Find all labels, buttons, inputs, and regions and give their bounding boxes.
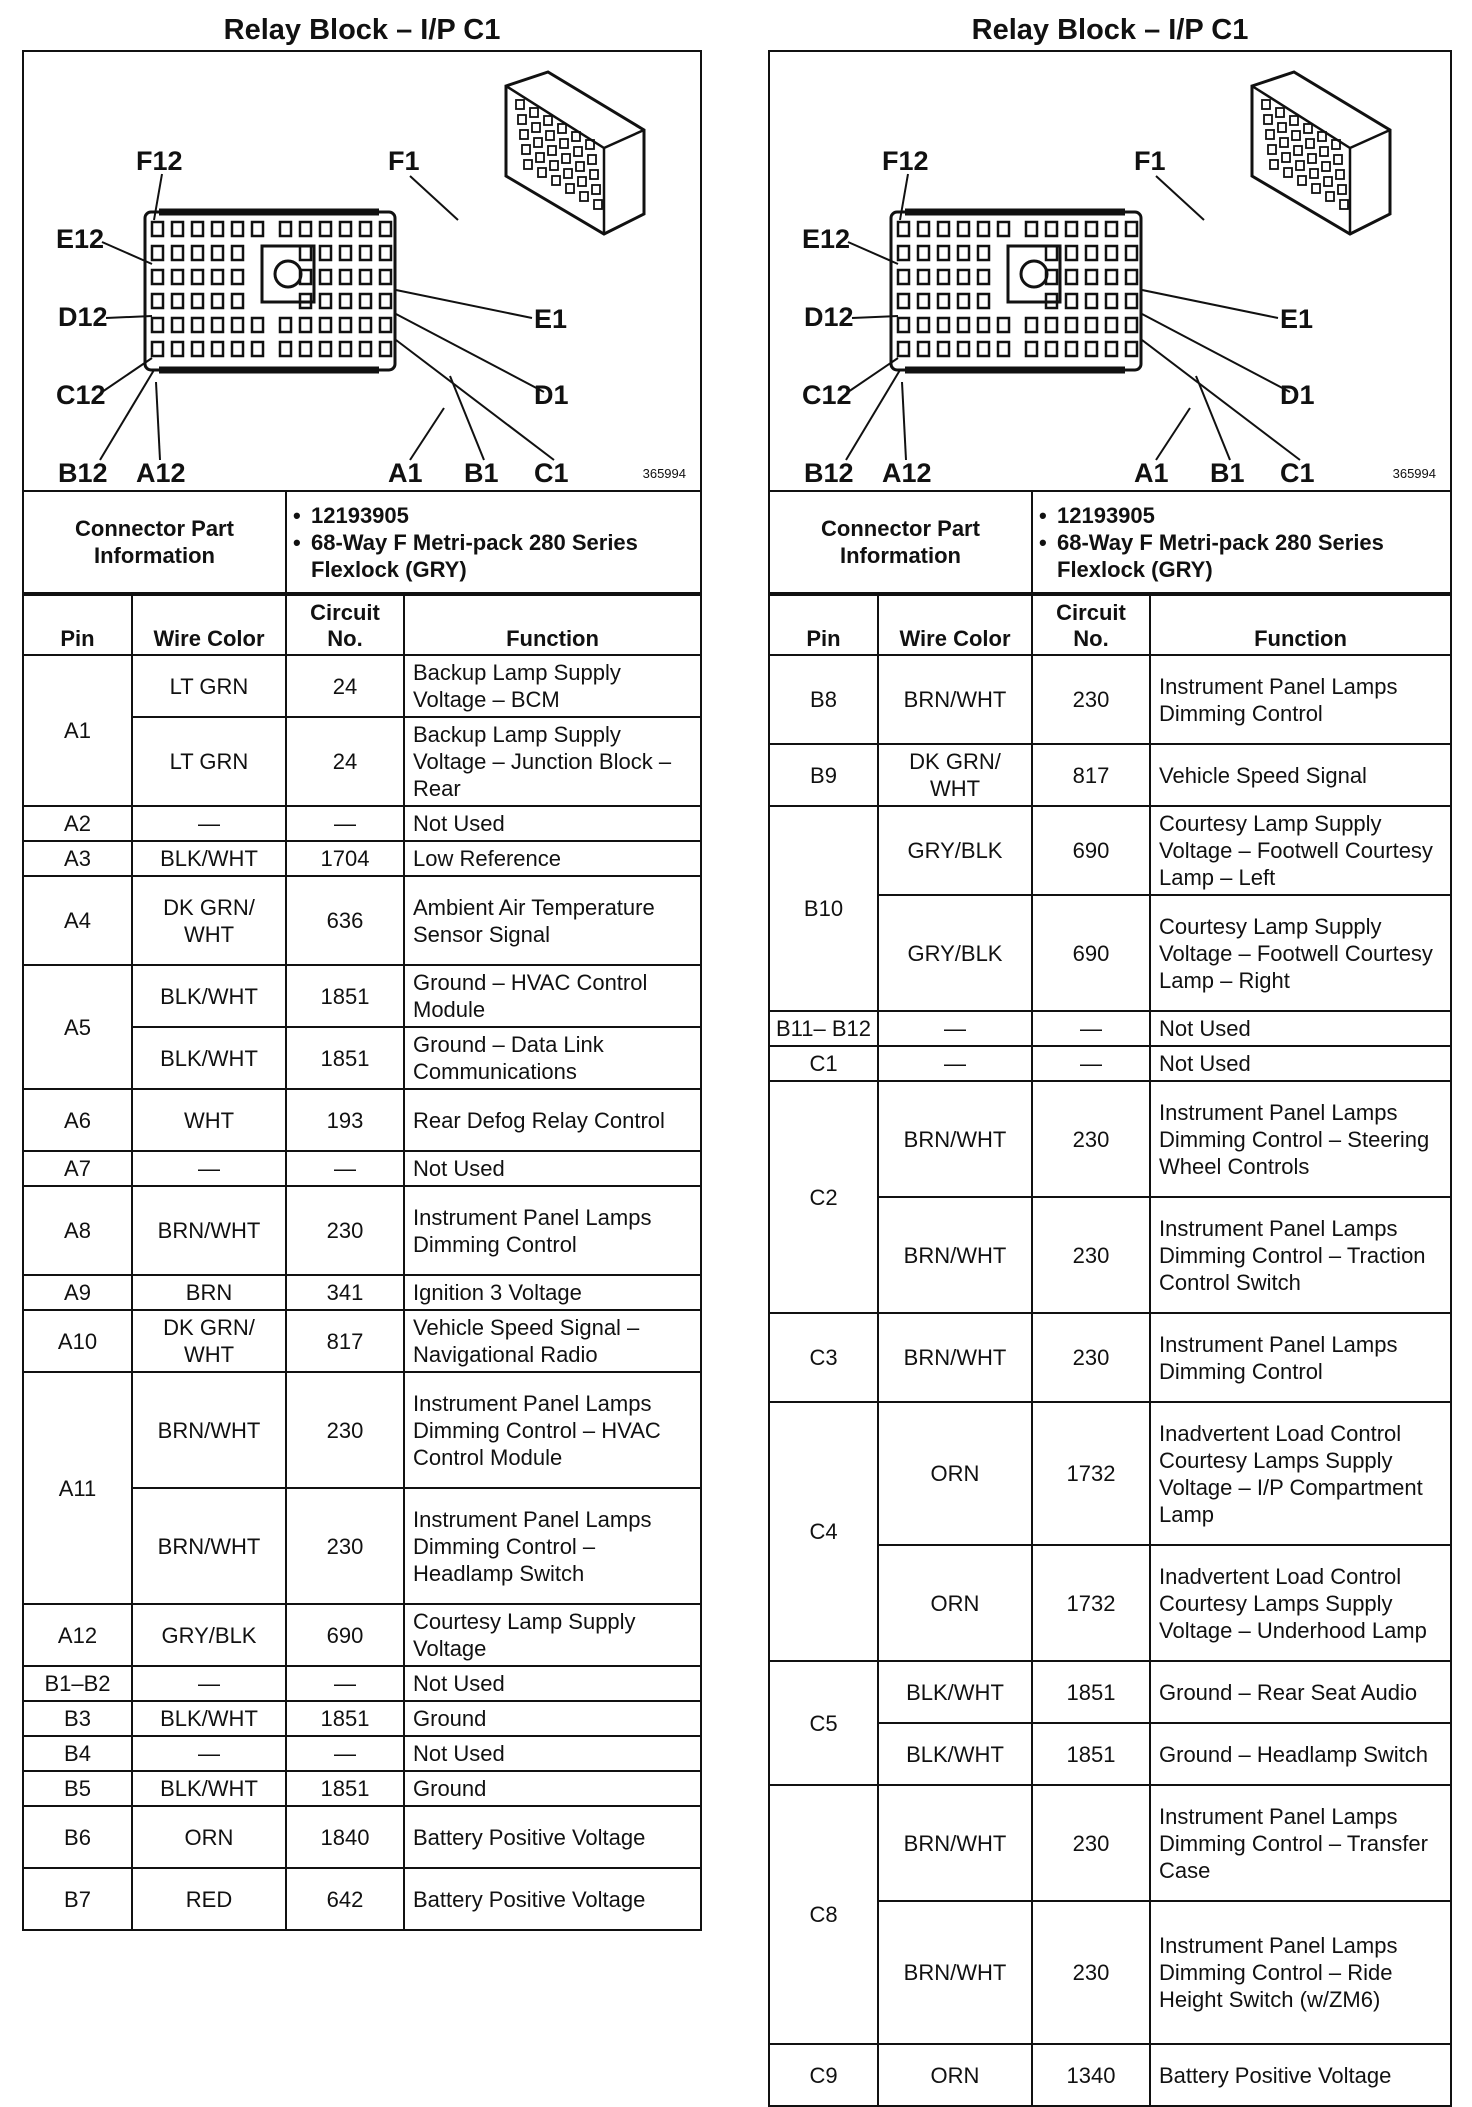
pin-cell: A7 bbox=[24, 1151, 132, 1186]
circuit-cell: 1851 bbox=[286, 965, 404, 1027]
table-row bbox=[24, 1186, 700, 1275]
pin-label: F12 bbox=[136, 146, 183, 176]
pin-cell: C2 bbox=[770, 1081, 878, 1313]
function-cell: Battery Positive Voltage bbox=[404, 1806, 700, 1868]
table-row bbox=[24, 1771, 700, 1806]
function-cell: Not Used bbox=[1150, 1011, 1450, 1046]
pin-cavities bbox=[152, 222, 391, 356]
wire-color-cell: ORN bbox=[878, 2044, 1032, 2105]
function-cell: Instrument Panel Lamps Dimming Control – Traction Control Switch bbox=[1150, 1197, 1450, 1313]
circuit-cell: — bbox=[286, 1666, 404, 1701]
circuit-cell: — bbox=[1032, 1046, 1150, 1081]
pin-cell: A5 bbox=[24, 965, 132, 1089]
circuit-cell: 230 bbox=[1032, 1081, 1150, 1197]
circuit-cell: 1704 bbox=[286, 841, 404, 876]
pin-label: D12 bbox=[58, 302, 108, 332]
pin-label: A1 bbox=[388, 458, 423, 488]
table-row bbox=[24, 1868, 700, 1929]
pin-cell: A1 bbox=[24, 655, 132, 806]
table-row bbox=[770, 655, 1450, 744]
table-row bbox=[770, 1046, 1450, 1081]
pin-cell: B11– B12 bbox=[770, 1011, 878, 1046]
wire-color-cell: BRN/WHT bbox=[132, 1372, 286, 1488]
function-cell: Instrument Panel Lamps Dimming Control – HVAC Control Module bbox=[404, 1372, 700, 1488]
function-cell: Backup Lamp Supply Voltage – Junction Block – Rear bbox=[404, 717, 700, 806]
pin-cell: A8 bbox=[24, 1186, 132, 1275]
table-row bbox=[770, 1011, 1450, 1046]
pin-cell: A9 bbox=[24, 1275, 132, 1310]
table-row bbox=[24, 841, 700, 876]
pin-label: D12 bbox=[804, 302, 854, 332]
function-cell: Instrument Panel Lamps Dimming Control – Ride Height Switch (w/ZM6) bbox=[1150, 1901, 1450, 2044]
pin-cell: C5 bbox=[770, 1661, 878, 1785]
circuit-cell: 24 bbox=[286, 655, 404, 717]
pin-label: C12 bbox=[802, 380, 852, 410]
pin-label: E1 bbox=[534, 304, 568, 334]
circuit-header: Circuit No. bbox=[286, 595, 404, 655]
connector-info-label: Connector Part Information bbox=[24, 492, 286, 593]
wire-color-cell: BRN/WHT bbox=[878, 1901, 1032, 2044]
circuit-cell: 1340 bbox=[1032, 2044, 1150, 2105]
wire-color-cell: BLK/WHT bbox=[878, 1661, 1032, 1723]
function-header: Function bbox=[404, 595, 700, 655]
circuit-cell: 690 bbox=[286, 1604, 404, 1666]
table-row bbox=[24, 806, 700, 841]
wire-color-cell: — bbox=[132, 1736, 286, 1771]
circuit-cell: 817 bbox=[1032, 744, 1150, 806]
connector-info-table bbox=[24, 492, 700, 594]
wire-color-cell: BLK/WHT bbox=[878, 1723, 1032, 1785]
function-cell: Instrument Panel Lamps Dimming Control – Steering Wheel Controls bbox=[1150, 1081, 1450, 1197]
circuit-cell: 193 bbox=[286, 1089, 404, 1151]
circuit-cell: 230 bbox=[1032, 1901, 1150, 2044]
circuit-cell: 636 bbox=[286, 876, 404, 965]
pin-cell: B10 bbox=[770, 806, 878, 1011]
function-cell: Vehicle Speed Signal bbox=[1150, 744, 1450, 806]
table-row bbox=[770, 1313, 1450, 1402]
pin-cell: A10 bbox=[24, 1310, 132, 1372]
pin-table bbox=[770, 594, 1450, 2105]
table-row bbox=[24, 1372, 700, 1488]
table-row bbox=[770, 1081, 1450, 1197]
pin-label: E12 bbox=[56, 224, 105, 254]
circuit-cell: 1851 bbox=[1032, 1661, 1150, 1723]
table-row bbox=[770, 744, 1450, 806]
figure-number: 365994 bbox=[1392, 466, 1436, 481]
wire-color-cell: GRY/BLK bbox=[878, 806, 1032, 895]
pin-header: Pin bbox=[770, 595, 878, 655]
wire-color-header: Wire Color bbox=[132, 595, 286, 655]
connector-face-diagram bbox=[24, 52, 700, 488]
circuit-cell: 817 bbox=[286, 1310, 404, 1372]
wire-color-cell: BRN/WHT bbox=[878, 655, 1032, 744]
connector-face-diagram bbox=[770, 52, 1450, 488]
table-row bbox=[24, 1701, 700, 1736]
function-cell: Ground bbox=[404, 1771, 700, 1806]
pin-header: Pin bbox=[24, 595, 132, 655]
circuit-cell: — bbox=[1032, 1011, 1150, 1046]
wire-color-header: Wire Color bbox=[878, 595, 1032, 655]
connector-diagram bbox=[770, 52, 1450, 492]
function-cell: Instrument Panel Lamps Dimming Control – Transfer Case bbox=[1150, 1785, 1450, 1901]
table-row bbox=[770, 1402, 1450, 1545]
pin-cell: B5 bbox=[24, 1771, 132, 1806]
function-cell: Not Used bbox=[404, 1736, 700, 1771]
function-cell: Ground – Headlamp Switch bbox=[1150, 1723, 1450, 1785]
pin-cell: A3 bbox=[24, 841, 132, 876]
pin-cell: A4 bbox=[24, 876, 132, 965]
circuit-cell: 1851 bbox=[286, 1701, 404, 1736]
table-row bbox=[24, 965, 700, 1027]
table-row bbox=[24, 1275, 700, 1310]
center-key-hole bbox=[1021, 261, 1047, 287]
function-header: Function bbox=[1150, 595, 1450, 655]
pin-cell: A2 bbox=[24, 806, 132, 841]
pin-label: D1 bbox=[534, 380, 569, 410]
connector-type: • 68-Way F Metri-pack 280 Series Flexlock (GRY) bbox=[1039, 529, 1444, 583]
pin-cavities bbox=[898, 222, 1137, 356]
circuit-cell: — bbox=[286, 1736, 404, 1771]
pin-cell: A12 bbox=[24, 1604, 132, 1666]
table-row bbox=[770, 2044, 1450, 2105]
function-cell: Ground – Data Link Communications bbox=[404, 1027, 700, 1089]
wire-color-cell: ORN bbox=[878, 1402, 1032, 1545]
pin-cell: B1–B2 bbox=[24, 1666, 132, 1701]
wire-color-cell: — bbox=[878, 1046, 1032, 1081]
wire-color-cell: BLK/WHT bbox=[132, 1771, 286, 1806]
pin-label: B12 bbox=[58, 458, 108, 488]
pin-label: C1 bbox=[1280, 458, 1315, 488]
function-cell: Not Used bbox=[404, 1151, 700, 1186]
table-row bbox=[24, 1151, 700, 1186]
pin-label: C1 bbox=[534, 458, 569, 488]
table-row bbox=[24, 1736, 700, 1771]
table-row bbox=[24, 1806, 700, 1868]
function-cell: Not Used bbox=[404, 1666, 700, 1701]
pin-cell: B3 bbox=[24, 1701, 132, 1736]
pin-cell: C4 bbox=[770, 1402, 878, 1661]
wire-color-cell: GRY/BLK bbox=[878, 895, 1032, 1011]
wire-color-cell: BLK/WHT bbox=[132, 841, 286, 876]
circuit-cell: 230 bbox=[286, 1488, 404, 1604]
function-cell: Ground – Rear Seat Audio bbox=[1150, 1661, 1450, 1723]
connector-info-values bbox=[286, 492, 700, 593]
wire-color-cell: GRY/BLK bbox=[132, 1604, 286, 1666]
circuit-cell: 1851 bbox=[286, 1027, 404, 1089]
wire-color-cell: BRN/WHT bbox=[132, 1488, 286, 1604]
pin-label: D1 bbox=[1280, 380, 1315, 410]
connector-info-values bbox=[1032, 492, 1450, 593]
wire-color-cell: ORN bbox=[878, 1545, 1032, 1661]
wire-color-cell: DK GRN/ WHT bbox=[132, 1310, 286, 1372]
connector-info-table bbox=[770, 492, 1450, 594]
circuit-cell: 690 bbox=[1032, 895, 1150, 1011]
table-row bbox=[24, 876, 700, 965]
function-cell: Battery Positive Voltage bbox=[1150, 2044, 1450, 2105]
wire-color-cell: BRN bbox=[132, 1275, 286, 1310]
pin-label: B1 bbox=[464, 458, 499, 488]
function-cell: Low Reference bbox=[404, 841, 700, 876]
connector-type: • 68-Way F Metri-pack 280 Series Flexlock (GRY) bbox=[293, 529, 694, 583]
function-cell: Instrument Panel Lamps Dimming Control bbox=[1150, 1313, 1450, 1402]
function-cell: Ambient Air Temperature Sensor Signal bbox=[404, 876, 700, 965]
wire-color-cell: BLK/WHT bbox=[132, 1027, 286, 1089]
pin-cell: B7 bbox=[24, 1868, 132, 1929]
pin-label: A12 bbox=[882, 458, 932, 488]
pin-cell: C8 bbox=[770, 1785, 878, 2044]
circuit-cell: 230 bbox=[1032, 1785, 1150, 1901]
pin-cell: C1 bbox=[770, 1046, 878, 1081]
function-cell: Inadvertent Load Control Courtesy Lamps Supply Voltage – Underhood Lamp bbox=[1150, 1545, 1450, 1661]
wire-color-cell: BRN/WHT bbox=[878, 1197, 1032, 1313]
table-row bbox=[770, 1785, 1450, 1901]
circuit-cell: 1732 bbox=[1032, 1545, 1150, 1661]
circuit-cell: — bbox=[286, 806, 404, 841]
page-title: Relay Block – I/P C1 bbox=[971, 14, 1249, 46]
wire-color-cell: DK GRN/ WHT bbox=[878, 744, 1032, 806]
function-cell: Vehicle Speed Signal – Navigational Radio bbox=[404, 1310, 700, 1372]
pin-label: B1 bbox=[1210, 458, 1245, 488]
circuit-cell: 1840 bbox=[286, 1806, 404, 1868]
wire-color-cell: LT GRN bbox=[132, 717, 286, 806]
connector-3d-icon bbox=[506, 72, 644, 234]
pin-label: C12 bbox=[56, 380, 106, 410]
circuit-cell: 230 bbox=[1032, 1197, 1150, 1313]
pin-cell: A6 bbox=[24, 1089, 132, 1151]
table-row bbox=[24, 1310, 700, 1372]
circuit-cell: 1851 bbox=[286, 1771, 404, 1806]
wire-color-cell: BRN/WHT bbox=[878, 1785, 1032, 1901]
wire-color-cell: BRN/WHT bbox=[132, 1186, 286, 1275]
circuit-cell: 230 bbox=[1032, 655, 1150, 744]
part-number: • 12193905 bbox=[293, 502, 694, 529]
pin-label: F1 bbox=[388, 146, 420, 176]
wire-color-cell: — bbox=[132, 1666, 286, 1701]
circuit-cell: 24 bbox=[286, 717, 404, 806]
pin-cell: C3 bbox=[770, 1313, 878, 1402]
circuit-cell: 230 bbox=[286, 1186, 404, 1275]
wire-color-cell: BRN/WHT bbox=[878, 1313, 1032, 1402]
circuit-header: Circuit No. bbox=[1032, 595, 1150, 655]
wire-color-cell: BLK/WHT bbox=[132, 965, 286, 1027]
header-row bbox=[770, 595, 1450, 655]
circuit-cell: 690 bbox=[1032, 806, 1150, 895]
pin-label: B12 bbox=[804, 458, 854, 488]
table-row bbox=[770, 806, 1450, 895]
page-title: Relay Block – I/P C1 bbox=[223, 14, 501, 46]
pin-label: A1 bbox=[1134, 458, 1169, 488]
connector-diagram bbox=[24, 52, 700, 492]
pin-cell: C9 bbox=[770, 2044, 878, 2105]
connector-info-label: Connector Part Information bbox=[770, 492, 1032, 593]
circuit-cell: 1732 bbox=[1032, 1402, 1150, 1545]
pin-label: E1 bbox=[1280, 304, 1314, 334]
table-row bbox=[24, 1604, 700, 1666]
wire-color-cell: BLK/WHT bbox=[132, 1701, 286, 1736]
pin-cell: B6 bbox=[24, 1806, 132, 1868]
wire-color-cell: — bbox=[878, 1011, 1032, 1046]
circuit-cell: 230 bbox=[286, 1372, 404, 1488]
function-cell: Not Used bbox=[1150, 1046, 1450, 1081]
connector-box bbox=[22, 50, 702, 1931]
wire-color-cell: WHT bbox=[132, 1089, 286, 1151]
wire-color-cell: ORN bbox=[132, 1806, 286, 1868]
pin-cell: B9 bbox=[770, 744, 878, 806]
wire-color-cell: — bbox=[132, 806, 286, 841]
center-key-hole bbox=[275, 261, 301, 287]
pin-label: A12 bbox=[136, 458, 186, 488]
pin-labels bbox=[56, 146, 569, 488]
function-cell: Courtesy Lamp Supply Voltage bbox=[404, 1604, 700, 1666]
circuit-cell: 642 bbox=[286, 1868, 404, 1929]
wire-color-cell: DK GRN/ WHT bbox=[132, 876, 286, 965]
table-row bbox=[24, 1089, 700, 1151]
function-cell: Rear Defog Relay Control bbox=[404, 1089, 700, 1151]
table-row bbox=[770, 1661, 1450, 1723]
circuit-cell: 1851 bbox=[1032, 1723, 1150, 1785]
function-cell: Courtesy Lamp Supply Voltage – Footwell Courtesy Lamp – Left bbox=[1150, 806, 1450, 895]
connector-box bbox=[768, 50, 1452, 2107]
function-cell: Ignition 3 Voltage bbox=[404, 1275, 700, 1310]
wire-color-cell: RED bbox=[132, 1868, 286, 1929]
table-row bbox=[24, 655, 700, 717]
wire-color-cell: LT GRN bbox=[132, 655, 286, 717]
pin-cell: B8 bbox=[770, 655, 878, 744]
pin-labels bbox=[802, 146, 1315, 488]
function-cell: Ground – HVAC Control Module bbox=[404, 965, 700, 1027]
header-row bbox=[24, 595, 700, 655]
connector-3d-icon bbox=[1252, 72, 1390, 234]
function-cell: Instrument Panel Lamps Dimming Control bbox=[1150, 655, 1450, 744]
pin-cell: A11 bbox=[24, 1372, 132, 1604]
circuit-cell: 230 bbox=[1032, 1313, 1150, 1402]
function-cell: Not Used bbox=[404, 806, 700, 841]
figure-number: 365994 bbox=[642, 466, 686, 481]
function-cell: Ground bbox=[404, 1701, 700, 1736]
circuit-cell: — bbox=[286, 1151, 404, 1186]
pin-label: F1 bbox=[1134, 146, 1166, 176]
circuit-cell: 341 bbox=[286, 1275, 404, 1310]
pin-label: F12 bbox=[882, 146, 929, 176]
function-cell: Instrument Panel Lamps Dimming Control – Headlamp Switch bbox=[404, 1488, 700, 1604]
wire-color-cell: — bbox=[132, 1151, 286, 1186]
wire-color-cell: BRN/WHT bbox=[878, 1081, 1032, 1197]
function-cell: Courtesy Lamp Supply Voltage – Footwell Courtesy Lamp – Right bbox=[1150, 895, 1450, 1011]
function-cell: Backup Lamp Supply Voltage – BCM bbox=[404, 655, 700, 717]
function-cell: Instrument Panel Lamps Dimming Control bbox=[404, 1186, 700, 1275]
function-cell: Battery Positive Voltage bbox=[404, 1868, 700, 1929]
table-row bbox=[24, 1666, 700, 1701]
pin-cell: B4 bbox=[24, 1736, 132, 1771]
pin-table bbox=[24, 594, 700, 1929]
function-cell: Inadvertent Load Control Courtesy Lamps Supply Voltage – I/P Compartment Lamp bbox=[1150, 1402, 1450, 1545]
pin-label: E12 bbox=[802, 224, 851, 254]
part-number: • 12193905 bbox=[1039, 502, 1444, 529]
